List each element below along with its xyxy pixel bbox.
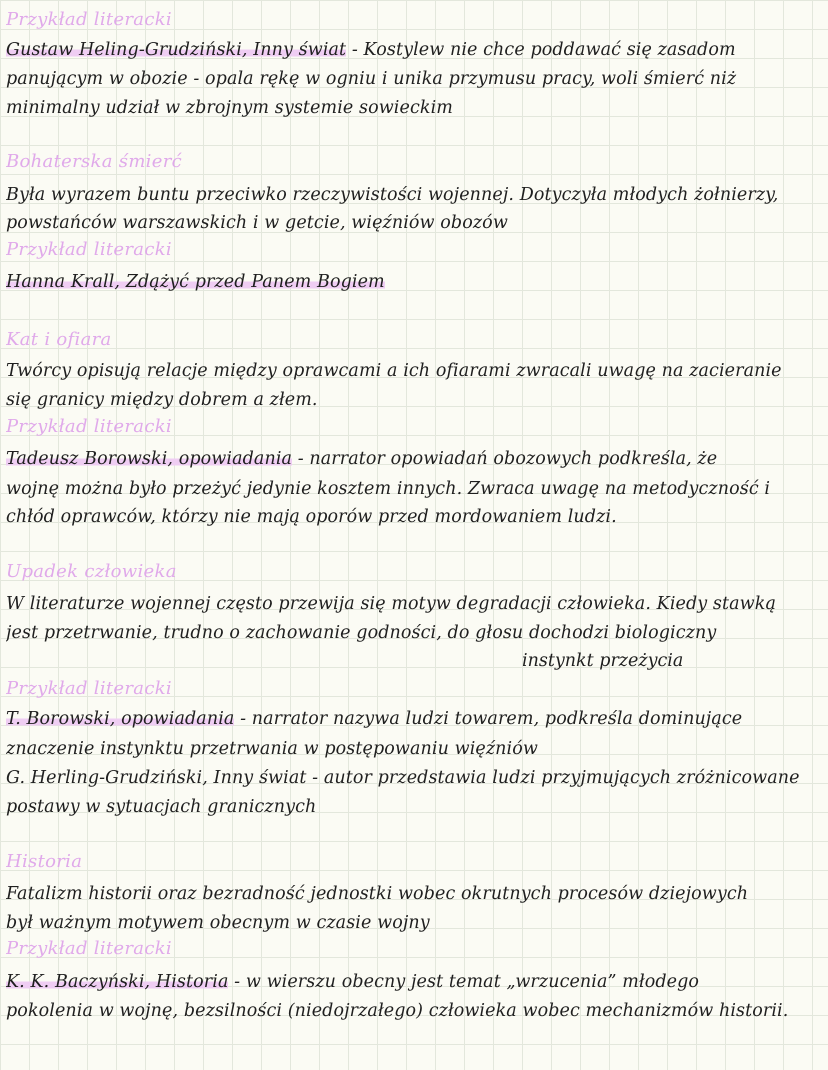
highlighted-title: Gustaw Heling-Grudziński, Inny świat — [6, 40, 347, 60]
section-heading: Przykład literacki — [6, 9, 172, 30]
section-heading: Kat i ofiara — [6, 329, 112, 350]
text-line: K. K. Baczyński, Historia - w wierszu obecny jest temat „wrzucenia” młodego — [6, 972, 700, 992]
text-line: minimalny udział w zbrojnym systemie sowieckim — [6, 98, 453, 118]
highlighted-title: Hanna Krall, Zdążyć przed Panem Bogiem — [6, 272, 385, 292]
section-heading: Przykład literacki — [6, 938, 172, 959]
section-heading: Bohaterska śmierć — [6, 151, 182, 172]
text-line: Twórcy opisują relacje między oprawcami a ich ofiarami zwracali uwagę na zacieranie — [6, 361, 782, 381]
text-line: Była wyrazem buntu przeciwko rzeczywistości wojennej. Dotyczyła młodych żołnierzy, — [6, 185, 779, 205]
text-line: panującym w obozie - opala rękę w ogniu i unika przymusu pracy, woli śmierć niż — [6, 69, 737, 89]
section-heading: Przykład literacki — [6, 678, 172, 699]
text-line: znaczenie instynktu przetrwania w postępowaniu więźniów — [6, 739, 538, 759]
section-heading: Przykład literacki — [6, 239, 172, 260]
text-line: wojnę można było przeżyć jedynie kosztem innych. Zwraca uwagę na metodyczność i — [6, 479, 771, 499]
text-line: pokolenia w wojnę, bezsilności (niedojrzałego) człowieka wobec mechanizmów historii. — [6, 1001, 789, 1021]
text-line: powstańców warszawskich i w getcie, więźniów obozów — [6, 213, 508, 233]
author-title: G. Herling-Grudziński, Inny świat — [6, 768, 307, 788]
text-line: postawy w sytuacjach granicznych — [6, 797, 317, 817]
text-line: Fatalizm historii oraz bezradność jednostki wobec okrutnych procesów dziejowych — [6, 884, 749, 904]
text-line: się granicy między dobrem a złem. — [6, 390, 318, 410]
highlighted-title: T. Borowski, opowiadania — [6, 709, 235, 729]
text-line: instynkt przeżycia — [522, 651, 684, 671]
text-line: chłód oprawców, którzy nie mają oporów przed mordowaniem ludzi. — [6, 507, 617, 527]
section-heading: Przykład literacki — [6, 416, 172, 437]
text-line — [6, 270, 822, 294]
highlighted-title: K. K. Baczyński, Historia — [6, 972, 229, 992]
text-line: T. Borowski, opowiadania - narrator nazywa ludzi towarem, podkreśla dominujące — [6, 709, 743, 729]
text-line: Tadeusz Borowski, opowiadania - narrator opowiadań obozowych podkreśla, że — [6, 449, 718, 469]
highlighted-title: Tadeusz Borowski, opowiadania — [6, 449, 293, 469]
text-line: był ważnym motywem obecnym w czasie wojny — [6, 913, 430, 933]
section-heading: Historia — [6, 851, 83, 872]
section-heading: Upadek człowieka — [6, 561, 177, 582]
text-line: Gustaw Heling-Grudziński, Inny świat - Kostylew nie chce poddawać się zasadom — [6, 40, 736, 60]
text-line: G. Herling-Grudziński, Inny świat - autor przedstawia ludzi przyjmujących zróżnicowane — [6, 768, 800, 788]
text-line: jest przetrwanie, trudno o zachowanie godności, do głosu dochodzi biologiczny — [6, 623, 717, 643]
text-line: W literaturze wojennej często przewija się motyw degradacji człowieka. Kiedy stawką — [6, 594, 776, 614]
